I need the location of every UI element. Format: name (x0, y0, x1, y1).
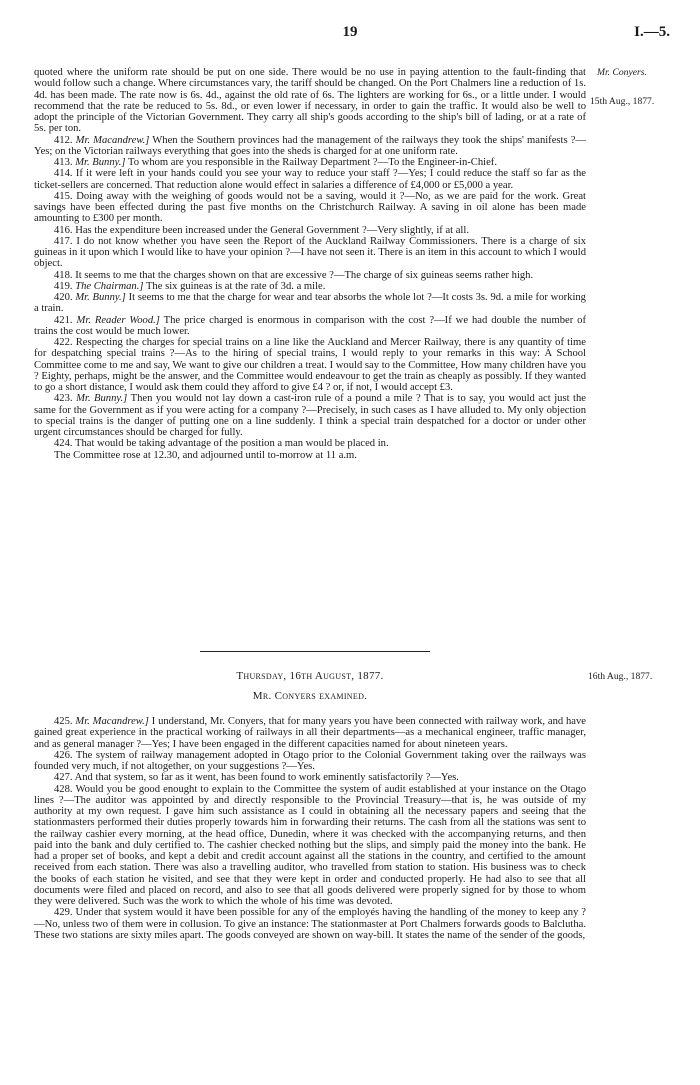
question-number: 413. (54, 157, 73, 168)
question-number: 421. (54, 314, 73, 326)
question-text: It seems to me that the charge for wear and tear absorbs the whole lot ?—It costs 3s. 9d. a mile for working a train. (34, 292, 586, 315)
question-413 (34, 157, 586, 168)
question-420 (34, 292, 586, 315)
question-number: 412. (54, 134, 73, 146)
question-419 (34, 281, 586, 292)
page-number: 19 (342, 24, 358, 40)
question-number: 423. (54, 393, 73, 405)
speaker: Mr. Macandrew.] (75, 134, 150, 146)
question-number: 419. (54, 280, 73, 292)
question-417: 417. I do not know whether you have seen the Report of the Auckland Railway Commissioners. There is a charge of six guineas in it upon which I would like to have your opinion ?—I have not seen it. There is an item in this account to which I would object. (34, 235, 586, 270)
question-429: 429. Under that system would it have been possible for any of the employés having the handling of the money to keep any ?—No, unless two of them were in collusion. To give an instance: The stationmaster at Port Chalmers forwards goods to Balclutha. These two stations are sixty miles apart. The goods conveyed are shown on way-bill. It states the name of the sender of the goods, (34, 907, 586, 941)
section-date-heading: Thursday, 16th August, 1877. (236, 670, 384, 682)
question-423 (34, 393, 586, 438)
question-text: I understand, Mr. Conyers, that for many years you have been connected with railway work, and have gained great experience in the practical working of railways in all their departments—as a mechanical engineer, traffic manager, and as general manager ?—Yes; I have been engaged in the different capacities named for about nineteen years. (34, 716, 587, 750)
question-text: When the Southern provinces had the management of the railways they took the ships' manifests ?—Yes; on the Victorian railways everything that goes into the sheds is charged for at one uniform rate. (34, 134, 586, 157)
question-422: 422. Respecting the charges for special trains on a line like the Auckland and Mercer Railway, there is any quantity of time for despatching special trains ?—As to the hiring of special trains, I would reply to your remarks in this way: A School Committee come to me and say, We want to give our children a treat. I would say to the Committee, How many children have you ? Eighty, perhaps, might be the answer, and the Committee would endeavour to get the train as cheaply as possibly. If they wanted to go a short distance, I would ask them could they afford to give £4 ? or, if not, I would accept £3. (34, 337, 586, 393)
document-reference: I.—5. (634, 24, 670, 40)
question-427: 427. And that system, so far as it went, has been found to work eminently satisfactorily ?—Yes. (54, 772, 459, 784)
adjournment-note: The Committee rose at 12.30, and adjourned until to-morrow at 11 a.m. (54, 449, 357, 461)
evidence-part-one (34, 67, 586, 461)
speaker: Mr. Bunny.] (75, 157, 126, 168)
speaker: Mr. Bunny.] (75, 292, 126, 303)
section-divider (200, 651, 430, 652)
question-number: 425. (54, 716, 73, 727)
paragraph-continued: quoted where the uniform rate should be put on one side. There would be no use in paying attention to the fault-finding that would follow such a change. Where circumstances vary, the tariff should be changed. On the Port Chalmers line a reduction of 1s. 4d. has been made. The rate now is 6s. 4d., against the old rate of 6s. The lighters are working for 6s., or a little under. I would recommend that the rate be reduced to 5s. 8d., or even lower if necessary, in order to gain the traffic. It would also be well to adopt the principle of the Victorian Government. They carry all ship's goods according to the ship's bill of lading, or at a rate of 5s. per ton. (34, 67, 586, 135)
question-425 (34, 716, 586, 750)
question-418: 418. It seems to me that the charges shown on that are excessive ?—The charge of six guineas seems rather high. (54, 269, 534, 281)
question-416: 416. Has the expenditure been increased under the General Government ?—Very slightly, if at all. (54, 224, 469, 236)
question-text: Then you would not lay down a cast-iron rule of a pound a mile ? That is to say, you would act just the same for the Government as if you were acting for a company ?—Precisely, in such cases as I have alluded to. My only objection to special trains is the danger of putting one on a line suddenly. I think a special train despatched for a doctor or under other urgent circumstances should be charged for fully. (34, 393, 586, 438)
question-number: 420. (54, 292, 73, 303)
margin-note-date: 16th Aug., 1877. (588, 671, 653, 682)
question-421 (34, 315, 586, 338)
margin-note-date: 15th Aug., 1877. (590, 96, 655, 107)
speaker: Mr. Reader Wood.] (76, 314, 160, 326)
question-414: 414. If it were left in your hands could you see your way to reduce your staff ?—Yes; I could reduce the staff so far as the ticket-sellers are concerned. That reduction alone would effect in salaries a difference of £4,000 or £5,000 a year. (34, 168, 586, 191)
witness-heading: Mr. Conyers examined. (252, 690, 368, 702)
speaker: Mr. Bunny.] (76, 393, 128, 405)
margin-note-witness: Mr. Conyers. (597, 67, 647, 78)
question-426: 426. The system of railway management adopted in Otago prior to the Colonial Government taking over the railways was founded very much, if not altogether, on your suggestions ?—Yes. (34, 749, 586, 772)
evidence-part-two (34, 716, 586, 941)
speaker: The Chairman.] (75, 280, 144, 292)
question-text: The six guineas is at the rate of 3d. a mile. (145, 280, 326, 292)
question-428: 428. Would you be good enought to explain to the Committee the system of audit established at your instance on the Otago lines ?—The auditor was appointed by and directly responsible to the Provincial Treasury—that is, he was outside of my authority at my own request. I gave him such assistance as I could in obtaining all the necessary papers and seeing that the stationmasters performed their duties properly towards him in forwarding their returns. The cash from all the stations was sent to the railway cashier every morning, at the head office, Dunedin, where it was checked with the accompanying returns, and then paid into the bank and duly certified to. The cashier checked nothing but the slips, and simply paid the money into the bank. He had a proper set of books, and kept a debit and credit account against all the stations in the country, and certified to the amount received from each station. There was also a travelling auditor, who travelled from station to station. His business was to check the books of each station he visited, and see that they were kept in order and conducted properly. He had also to see that all documents were filed and placed on record, and also to see that all goods delivered were properly signed for by those to whom they were delivered. Such was the work to which the whole of his time was devoted. (34, 783, 586, 907)
question-424: 424. That would be taking advantage of the position a man would be placed in. (54, 438, 389, 450)
question-412 (34, 135, 586, 158)
question-text: The price charged is enormous in comparison with the cost ?—If we had double the number of trains the cost would be much lower. (34, 314, 586, 337)
page-header (0, 24, 700, 48)
question-text: To whom are you responsible in the Railway Department ?—To the Engineer-in-Chief. (128, 157, 497, 168)
speaker: Mr. Macandrew.] (75, 716, 149, 727)
question-415: 415. Doing away with the weighing of goods would not be a saving, would it ?—No, as we are paid for the work. Great savings have been effected during the past five months on the Christchurch Railway. A saving in oil alone has been made amounting to £300 per month. (34, 190, 586, 225)
